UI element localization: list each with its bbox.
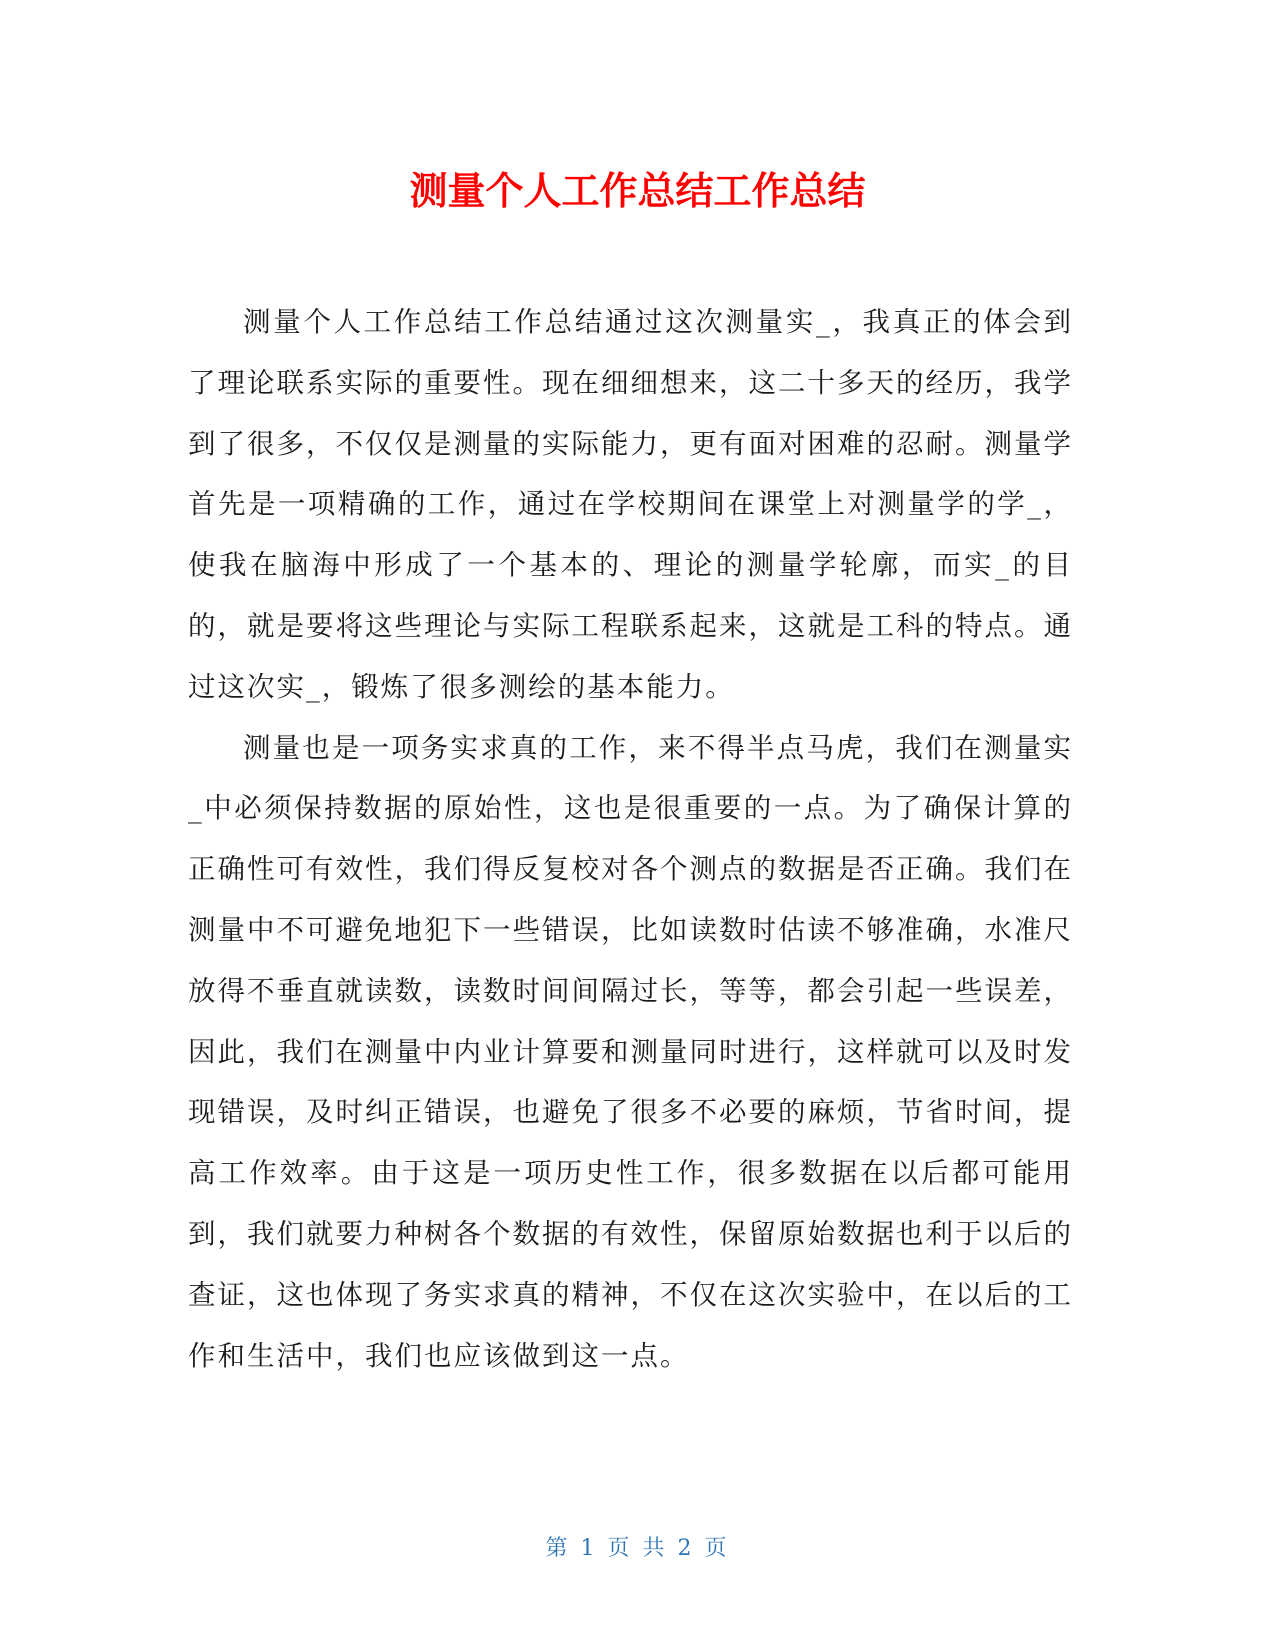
footer-middle: 页 共 xyxy=(607,1536,668,1561)
page-footer xyxy=(0,1534,1275,1564)
document-body xyxy=(188,292,1073,1386)
document-title: 测量个人工作总结工作总结 xyxy=(409,169,866,213)
footer-total-pages: 2 xyxy=(677,1536,695,1561)
footer-prefix: 第 xyxy=(545,1536,571,1561)
paragraph-1: 测量个人工作总结工作总结通过这次测量实_，我真正的体会到了理论联系实际的重要性。现在细细想来，这二十多天的经历，我学到了很多，不仅仅是测量的实际能力，更有面对困难的忍耐。测量学首先是一项精确的工作，通过在学校期间在课堂上对测量学的学_，使我在脑海中形成了一个基本的、理论的测量学轮廓，而实_的目的，就是要将这些理论与实际工程联系起来，这就是工科的特点。通过这次实_，锻炼了很多测绘的基本能力。 xyxy=(188,306,1073,703)
footer-current-page: 1 xyxy=(580,1536,598,1561)
paragraph-2: 测量也是一项务实求真的工作，来不得半点马虎，我们在测量实_中必须保持数据的原始性，这也是很重要的一点。为了确保计算的正确性可有效性，我们得反复校对各个测点的数据是否正确。我们在测量中不可避免地犯下一些错误，比如读数时估读不够准确，水准尺放得不垂直就读数，读数时间间隔过长，等等，都会引起一些误差，因此，我们在测量中内业计算要和测量同时进行，这样就可以及时发现错误，及时纠正错误，也避免了很多不必要的麻烦，节省时间，提高工作效率。由于这是一项历史性工作，很多数据在以后都可能用到，我们就要力种树各个数据的有效性，保留原始数据也利于以后的查证，这也体现了务实求真的精神，不仅在这次实验中，在以后的工作和生活中，我们也应该做到这一点。 xyxy=(188,731,1073,1372)
footer-suffix: 页 xyxy=(704,1536,730,1561)
